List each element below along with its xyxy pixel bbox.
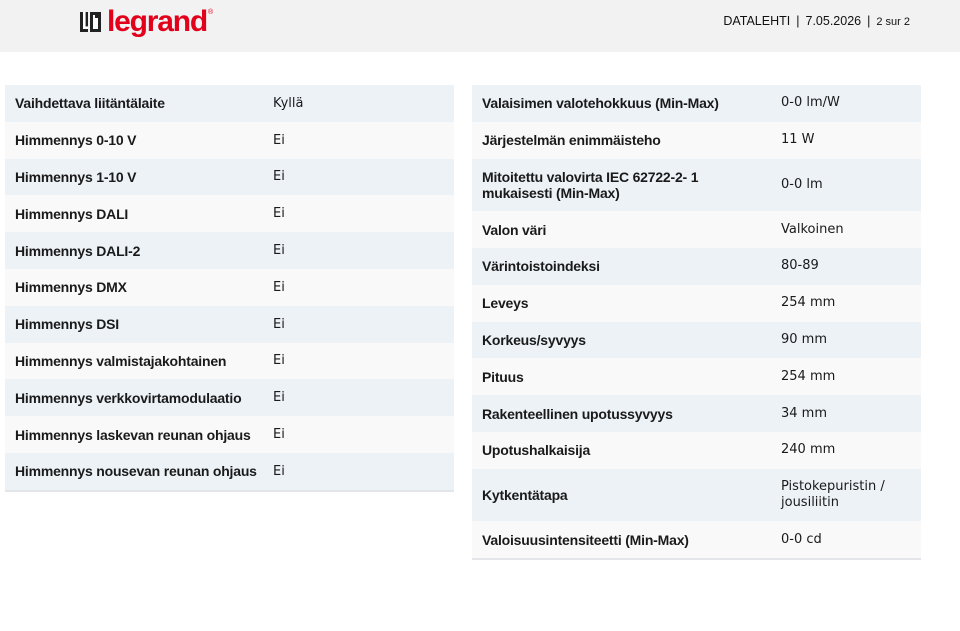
spec-value: 240 mm xyxy=(781,442,836,458)
spec-value: Ei xyxy=(273,390,285,406)
spec-row xyxy=(5,379,454,416)
spec-row xyxy=(472,469,921,522)
spec-value: Ei xyxy=(273,243,285,259)
page-number: 2 sur 2 xyxy=(876,16,910,28)
spec-value: Ei xyxy=(273,132,285,148)
spec-label: Upotushalkaisija xyxy=(482,442,591,459)
separator: | xyxy=(796,14,800,28)
spec-label: Himmennys verkkovirtamodulaatio xyxy=(15,389,242,406)
spec-table-left xyxy=(5,85,454,492)
spec-label: Leveys xyxy=(482,295,529,312)
spec-row xyxy=(472,322,921,359)
legrand-mark-icon xyxy=(80,10,104,34)
spec-row xyxy=(472,395,921,432)
spec-value: Ei xyxy=(273,169,285,185)
spec-label: Himmennys nousevan reunan ohjaus xyxy=(15,463,257,480)
spec-value: Pistokepuristin / jousiliitin xyxy=(781,479,885,511)
spec-value: Ei xyxy=(273,279,285,295)
spec-label: Mitoitettu valovirta IEC 62722-2- 1 mukaisesti (Min-Max) xyxy=(482,168,699,201)
spec-row xyxy=(5,306,454,343)
spec-row xyxy=(5,232,454,269)
spec-value: 0-0 lm/W xyxy=(781,95,840,111)
spec-value: Valkoinen xyxy=(781,221,844,237)
spec-label: Himmennys valmistajakohtainen xyxy=(15,352,227,369)
spec-label: Korkeus/syvyys xyxy=(482,331,586,348)
spec-label: Rakenteellinen upotussyvyys xyxy=(482,405,673,422)
spec-value: Ei xyxy=(273,206,285,222)
spec-row xyxy=(5,416,454,453)
spec-label: Himmennys DMX xyxy=(15,279,127,296)
spec-row xyxy=(5,343,454,380)
spec-value: 254 mm xyxy=(781,368,836,384)
spec-label: Valaisimen valotehokkuus (Min-Max) xyxy=(482,95,719,112)
spec-row xyxy=(472,211,921,248)
spec-label: Valoisuusintensiteetti (Min-Max) xyxy=(482,531,689,548)
spec-value: Ei xyxy=(273,463,285,479)
document-meta xyxy=(723,14,910,28)
brand-name: legrand xyxy=(107,5,207,38)
spec-row xyxy=(472,358,921,395)
spec-label: Kytkentätapa xyxy=(482,487,568,504)
spec-value: Ei xyxy=(273,353,285,369)
brand-logo xyxy=(80,5,213,39)
spec-value: 90 mm xyxy=(781,331,828,347)
spec-row xyxy=(5,159,454,196)
spec-value: 0-0 cd xyxy=(781,531,822,547)
spec-label: Järjestelmän enimmäisteho xyxy=(482,132,661,149)
spec-value: 34 mm xyxy=(781,405,828,421)
spec-label: Himmennys DSI xyxy=(15,316,119,333)
spec-label: Himmennys 1-10 V xyxy=(15,168,137,185)
separator: | xyxy=(867,14,871,28)
document-type: DATALEHTI xyxy=(723,14,791,28)
spec-row xyxy=(472,159,921,212)
spec-value: Ei xyxy=(273,316,285,332)
spec-row xyxy=(5,269,454,306)
spec-value: 80-89 xyxy=(781,258,819,274)
spec-value: Ei xyxy=(273,427,285,443)
document-date: 7.05.2026 xyxy=(805,14,862,28)
spec-row xyxy=(5,85,454,122)
spec-label: Vaihdettava liitäntälaite xyxy=(15,95,165,112)
spec-value: Kyllä xyxy=(273,95,304,111)
spec-value: 11 W xyxy=(781,132,815,148)
spec-label: Himmennys 0-10 V xyxy=(15,132,137,149)
spec-label: Himmennys DALI xyxy=(15,205,129,222)
spec-value: 0-0 lm xyxy=(781,176,823,192)
spec-value: 254 mm xyxy=(781,295,836,311)
spec-row xyxy=(472,85,921,122)
spec-row xyxy=(472,432,921,469)
spec-row xyxy=(5,122,454,159)
spec-row xyxy=(472,248,921,285)
spec-table-right xyxy=(472,85,921,560)
spec-label: Värintoistoindeksi xyxy=(482,258,600,275)
spec-label: Himmennys laskevan reunan ohjaus xyxy=(15,426,251,443)
spec-row xyxy=(472,285,921,322)
spec-label: Pituus xyxy=(482,368,524,385)
spec-row xyxy=(472,122,921,159)
spec-row xyxy=(5,453,454,490)
spec-row xyxy=(5,195,454,232)
spec-row xyxy=(472,521,921,558)
page-header xyxy=(0,0,960,52)
spec-label: Himmennys DALI-2 xyxy=(15,242,141,259)
registered-mark: ® xyxy=(207,9,214,16)
spec-label: Valon väri xyxy=(482,221,547,238)
